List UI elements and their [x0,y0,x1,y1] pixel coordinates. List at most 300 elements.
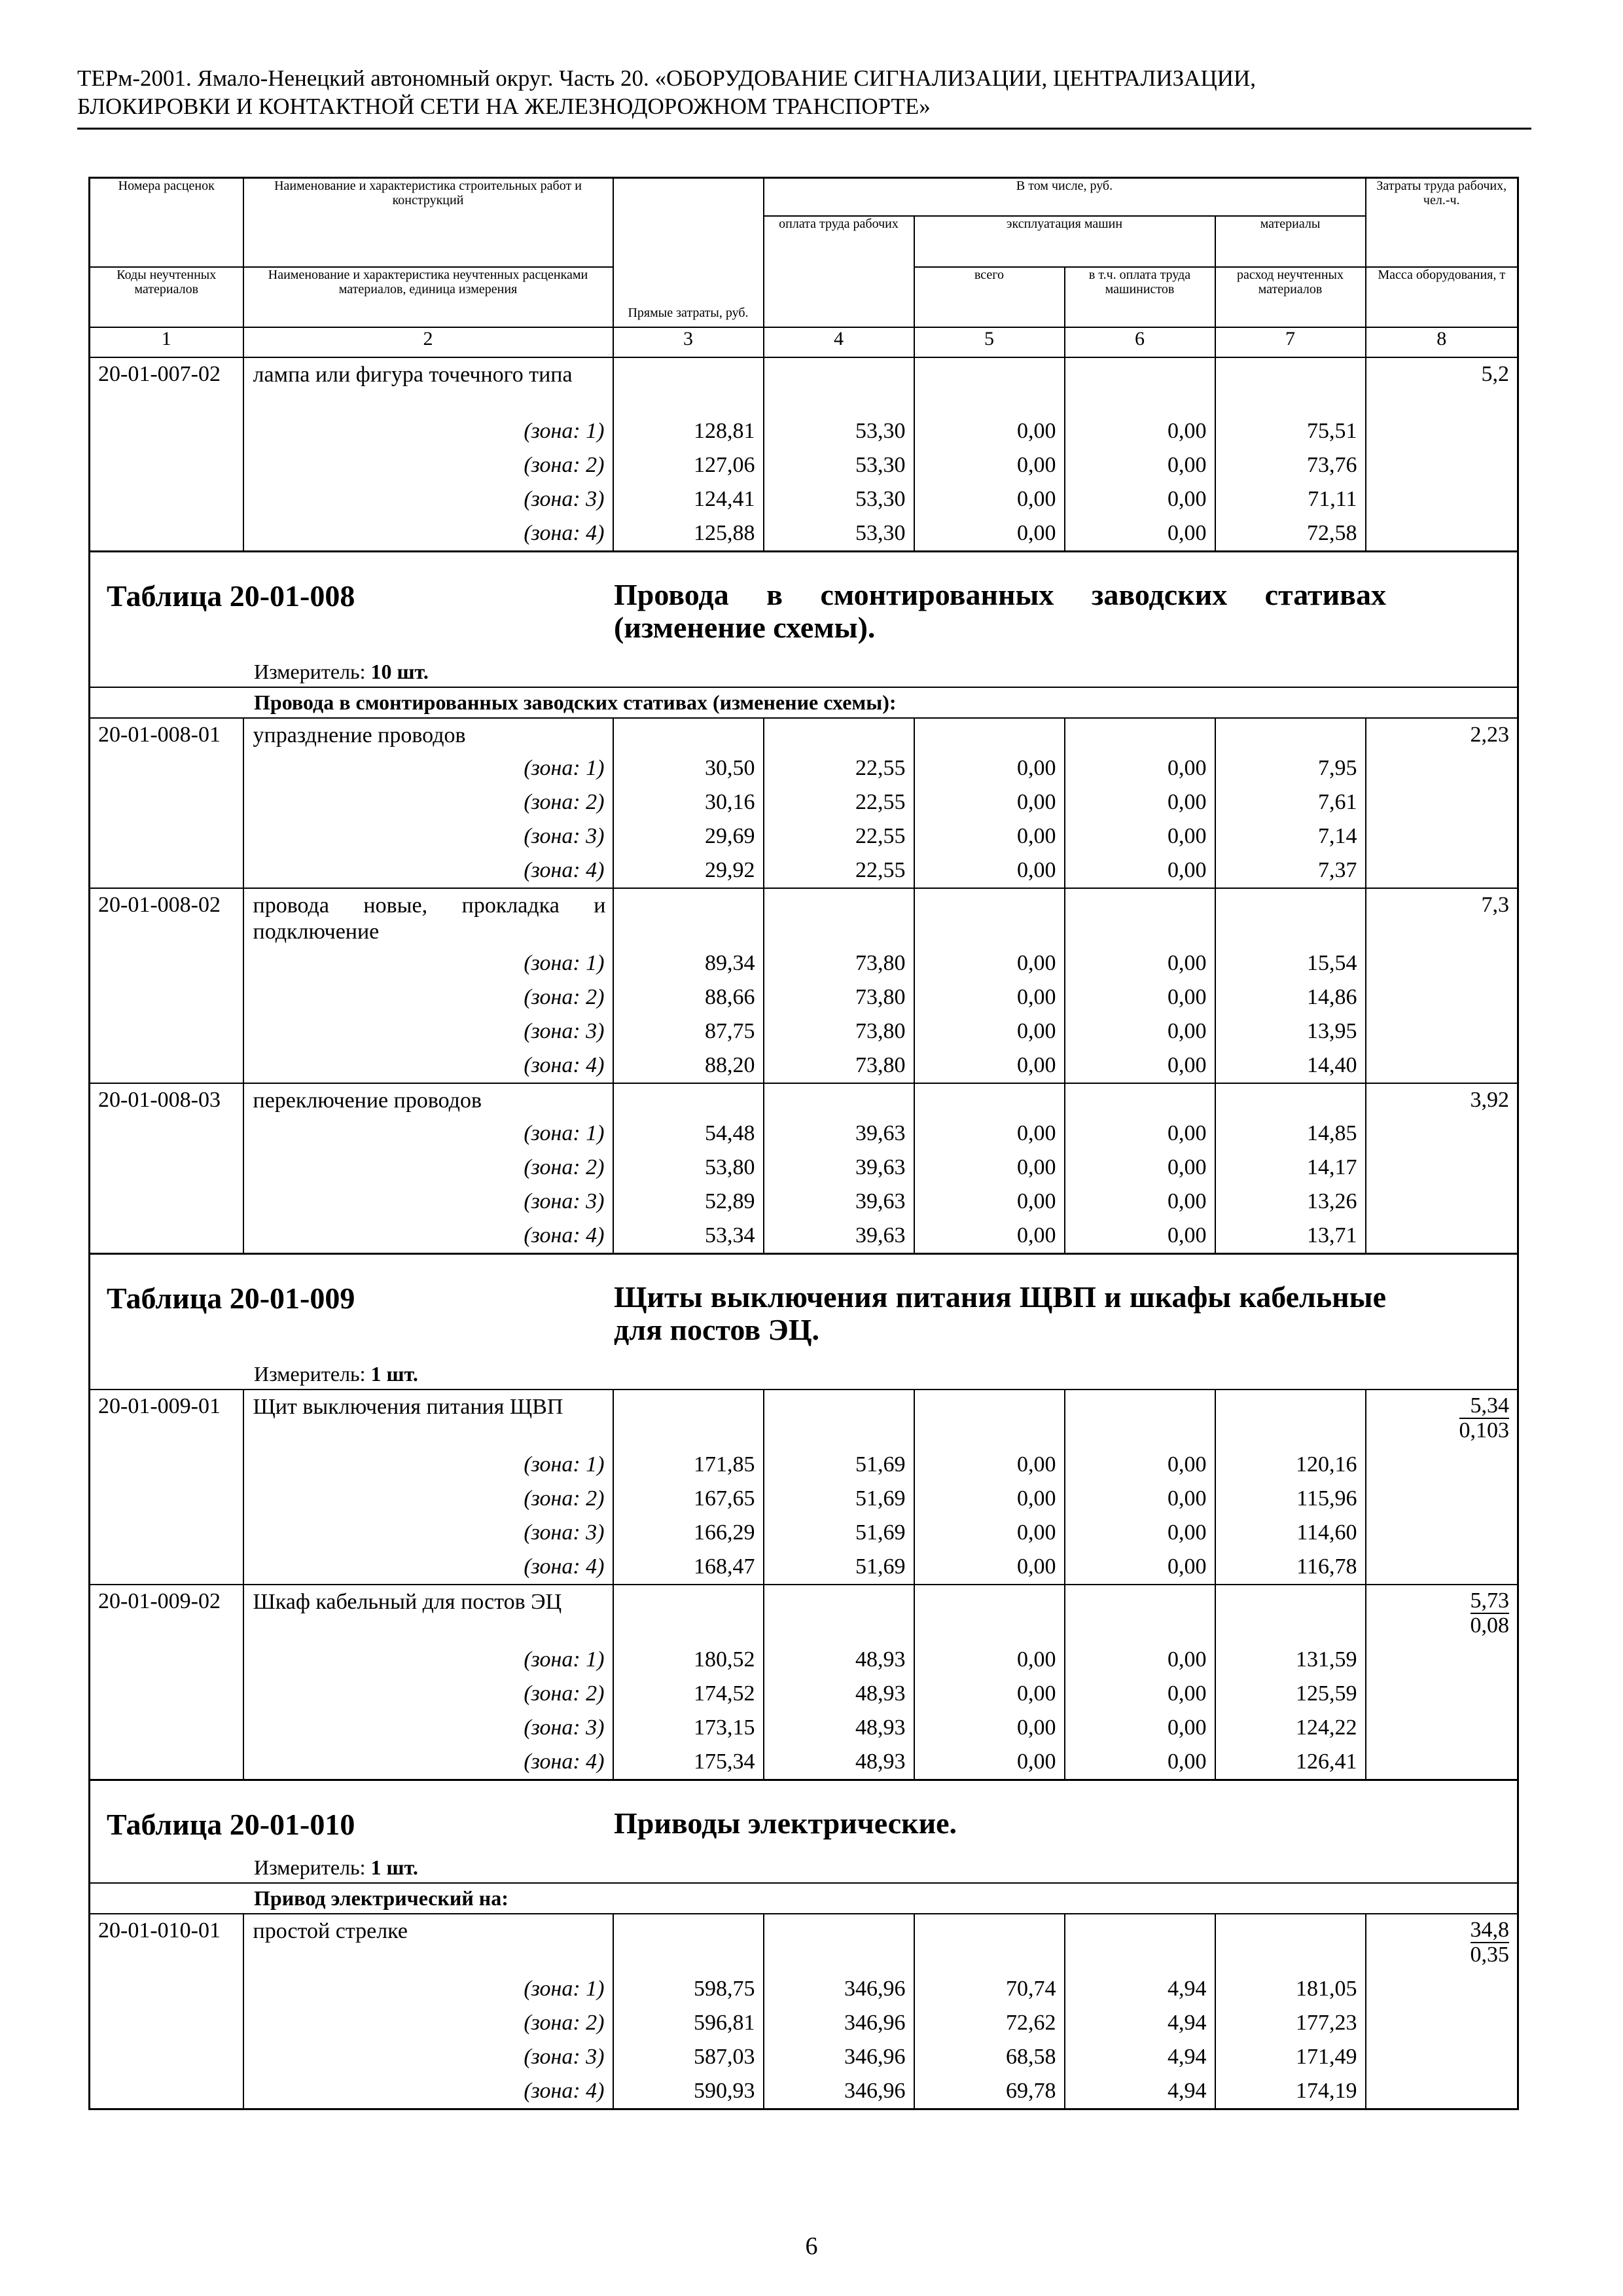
zone-row [90,1677,1518,1711]
table-title-cell [90,1780,1518,1883]
cost-value: 0,00 [1065,1014,1215,1049]
cost-value: 73,80 [764,946,914,980]
zone-label: (зона: 2) [243,2006,613,2040]
empty-cell [90,1448,243,1482]
zone-label: (зона: 4) [243,2074,613,2109]
zone-row [90,448,1518,482]
cost-value: 0,00 [914,482,1065,516]
cost-value: 173,15 [613,1711,764,1745]
cost-value: 116,78 [1215,1550,1366,1585]
cost-value: 175,34 [613,1745,764,1780]
empty-cell [90,1049,243,1083]
labor-cost [1366,1390,1518,1448]
empty-cell [1065,718,1215,751]
cost-value: 0,00 [914,1014,1065,1049]
cost-value: 4,94 [1065,2040,1215,2074]
cost-value: 0,00 [914,946,1065,980]
cost-value: 587,03 [613,2040,764,2074]
rate-code: 20-01-007-02 [90,357,243,414]
work-description: Шкаф кабельный для постов ЭЦ [243,1585,613,1643]
empty-cell [1065,1390,1215,1448]
empty-cell [1366,819,1518,853]
col3-header: Прямые затраты, руб. [613,178,764,327]
cost-value: 29,69 [613,819,764,853]
entry-row [90,1585,1518,1643]
zone-label: (зона: 4) [243,516,613,552]
empty-cell [1065,1083,1215,1117]
empty-cell [1215,718,1366,751]
cost-value: 0,00 [914,1482,1065,1516]
cost-value: 174,19 [1215,2074,1366,2109]
entry-row [90,357,1518,414]
cost-value: 598,75 [613,1972,764,2006]
cost-value: 39,63 [764,1219,914,1254]
zone-row [90,1014,1518,1049]
empty-cell [90,1117,243,1151]
measure-label: Измеритель: [254,1855,366,1879]
zone-row [90,1711,1518,1745]
col1-header-b: Коды неучтенных материалов [90,267,243,327]
header-line-1: ТЕРм-2001. Ямало-Ненецкий автономный округ. Часть 20. «ОБОРУДОВАНИЕ СИГНАЛИЗАЦИИ, ЦЕНТРАЛИЗАЦИИ, [77,65,1257,91]
work-description: лампа или фигура точечного типа [243,357,613,414]
zone-label: (зона: 3) [243,1711,613,1745]
cost-value: 0,00 [1065,819,1215,853]
col-num: 2 [243,327,613,357]
empty-cell [1215,1083,1366,1117]
cost-value: 13,26 [1215,1185,1366,1219]
cost-value: 4,94 [1065,2006,1215,2040]
measure-unit [254,660,429,684]
work-description: простой стрелке [243,1914,613,1972]
col-num: 4 [764,327,914,357]
empty-cell [1366,2040,1518,2074]
cost-value: 7,61 [1215,785,1366,819]
empty-cell [1065,357,1215,414]
col2-header-a: Наименование и характеристика строительных работ и конструкций [243,178,613,267]
cost-value: 0,00 [914,1711,1065,1745]
cost-value: 69,78 [914,2074,1065,2109]
col-num: 3 [613,327,764,357]
cost-value: 52,89 [613,1185,764,1219]
cost-value: 0,00 [1065,1117,1215,1151]
empty-cell [90,1482,243,1516]
zone-label: (зона: 2) [243,1482,613,1516]
empty-cell [90,751,243,785]
entry-row [90,1914,1518,1972]
empty-cell [764,357,914,414]
labor-cost [1366,1585,1518,1643]
table-title-cell [90,551,1518,687]
measure-label: Измеритель: [254,1361,366,1386]
cost-value: 0,00 [1065,448,1215,482]
entry-row [90,888,1518,946]
labor-mass-fraction [1459,1394,1510,1443]
cost-value: 126,41 [1215,1745,1366,1780]
cost-value: 54,48 [613,1117,764,1151]
cost-value: 4,94 [1065,2074,1215,2109]
cost-value: 68,58 [914,2040,1065,2074]
cost-value: 0,00 [914,853,1065,888]
work-description: упразднение проводов [243,718,613,751]
cost-value: 71,11 [1215,482,1366,516]
zone-label: (зона: 4) [243,853,613,888]
empty-cell [914,888,1065,946]
cost-value: 128,81 [613,414,764,448]
empty-cell [90,1516,243,1550]
page-number: 6 [805,2233,818,2260]
cost-value: 127,06 [613,448,764,482]
cost-value: 7,37 [1215,853,1366,888]
cost-value: 0,00 [1065,1550,1215,1585]
col8-header-a: Затраты труда рабочих, чел.-ч. [1366,178,1518,267]
table-title-cell [90,1253,1518,1390]
empty-cell [90,819,243,853]
cost-value: 0,00 [914,1745,1065,1780]
zone-label: (зона: 1) [243,414,613,448]
cost-value: 0,00 [1065,1516,1215,1550]
cost-value: 13,95 [1215,1014,1366,1049]
empty-cell [914,1390,1065,1448]
empty-cell [914,1914,1065,1972]
zone-label: (зона: 4) [243,1219,613,1254]
empty-cell [914,1585,1065,1643]
zone-row [90,482,1518,516]
empty-cell [1366,1117,1518,1151]
cost-value: 0,00 [1065,1643,1215,1677]
cost-value: 53,30 [764,448,914,482]
zone-label: (зона: 4) [243,1745,613,1780]
cost-value: 51,69 [764,1550,914,1585]
cost-value: 0,00 [1065,751,1215,785]
cost-value: 14,17 [1215,1151,1366,1185]
measure-value: 1 шт. [370,1361,418,1386]
rate-code: 20-01-009-01 [90,1390,243,1448]
empty-cell [1366,1677,1518,1711]
cost-value: 114,60 [1215,1516,1366,1550]
empty-cell [1366,414,1518,448]
empty-cell [90,946,243,980]
empty-cell [613,1390,764,1448]
cost-value: 0,00 [914,751,1065,785]
zone-row [90,1448,1518,1482]
cost-value: 174,52 [613,1677,764,1711]
measure-unit [254,1856,418,1880]
page-header [77,64,1531,120]
empty-cell [1366,2006,1518,2040]
empty-cell [1215,357,1366,414]
empty-cell [1366,448,1518,482]
cost-value: 88,20 [613,1049,764,1083]
empty-cell [613,1585,764,1643]
section-heading: Провода в смонтированных заводских стативах (изменение схемы): [90,687,1518,718]
zone-label: (зона: 2) [243,785,613,819]
entry-row [90,1390,1518,1448]
zone-row [90,819,1518,853]
col6-header: в т.ч. оплата труда машинистов [1065,267,1215,327]
cost-value: 0,00 [1065,1185,1215,1219]
zone-row [90,853,1518,888]
labor-mass-fraction [1471,1589,1510,1638]
labor-cost: 2,23 [1366,718,1518,751]
empty-cell [613,1914,764,1972]
cost-value: 0,00 [1065,853,1215,888]
empty-cell [90,1745,243,1780]
empty-cell [613,357,764,414]
cost-value: 0,00 [914,1185,1065,1219]
empty-cell [90,1219,243,1254]
cost-value: 0,00 [1065,1711,1215,1745]
rate-code: 20-01-008-03 [90,1083,243,1117]
empty-cell [1366,1972,1518,2006]
zone-row [90,1643,1518,1677]
header-rule [77,128,1531,130]
zone-label: (зона: 2) [243,1677,613,1711]
empty-cell [90,482,243,516]
col7-header: расход неучтенных материалов [1215,267,1366,327]
empty-cell [1366,980,1518,1014]
cost-value: 53,30 [764,482,914,516]
col-num: 6 [1065,327,1215,357]
empty-cell [914,1083,1065,1117]
cost-value: 0,00 [914,980,1065,1014]
rate-code: 20-01-010-01 [90,1914,243,1972]
empty-cell [764,1083,914,1117]
empty-cell [90,980,243,1014]
labor-cost [1366,1914,1518,1972]
cost-value: 131,59 [1215,1643,1366,1677]
empty-cell [1366,2074,1518,2109]
empty-cell [1366,1745,1518,1780]
empty-cell [1366,946,1518,980]
zone-row [90,1745,1518,1780]
zone-label: (зона: 3) [243,2040,613,2074]
empty-cell [1065,888,1215,946]
zone-row [90,2006,1518,2040]
empty-cell [1366,482,1518,516]
work-description: Щит выключения питания ЩВП [243,1390,613,1448]
cost-value: 4,94 [1065,1972,1215,2006]
empty-cell [1366,1516,1518,1550]
cost-value: 48,93 [764,1643,914,1677]
empty-cell [1366,1711,1518,1745]
zone-row [90,785,1518,819]
zone-row [90,1185,1518,1219]
cost-value: 72,58 [1215,516,1366,552]
mass-value: 0,103 [1459,1418,1509,1443]
labor-cost: 7,3 [1366,888,1518,946]
rate-code: 20-01-008-02 [90,888,243,946]
empty-cell [90,1151,243,1185]
cost-value: 346,96 [764,2040,914,2074]
empty-cell [1366,1643,1518,1677]
zone-row [90,1219,1518,1254]
col8-header-b: Масса оборудования, т [1366,267,1518,327]
zone-label: (зона: 1) [243,1643,613,1677]
empty-cell [764,1914,914,1972]
empty-cell [1366,1550,1518,1585]
price-table [88,177,1519,2110]
table-number: Таблица 20-01-010 [107,1807,355,1841]
cost-value: 29,92 [613,853,764,888]
cost-value: 73,76 [1215,448,1366,482]
empty-cell [1366,1185,1518,1219]
zone-row [90,980,1518,1014]
empty-cell [1065,1914,1215,1972]
zone-row [90,946,1518,980]
zone-label: (зона: 3) [243,482,613,516]
measure-unit [254,1362,418,1386]
cost-value: 22,55 [764,785,914,819]
empty-cell [613,1083,764,1117]
column-numbers-row [90,327,1518,357]
cost-value: 0,00 [914,1643,1065,1677]
empty-cell [1366,785,1518,819]
col-num: 8 [1366,327,1518,357]
cost-value: 7,95 [1215,751,1366,785]
zone-row [90,1151,1518,1185]
cost-value: 166,29 [613,1516,764,1550]
cost-value: 0,00 [1065,980,1215,1014]
section-row [90,1883,1518,1914]
empty-cell [90,2040,243,2074]
cost-value: 73,80 [764,1014,914,1049]
empty-cell [90,785,243,819]
measure-value: 10 шт. [370,659,429,683]
zone-row [90,1550,1518,1585]
cost-value: 48,93 [764,1711,914,1745]
cost-value: 0,00 [914,1151,1065,1185]
zone-label: (зона: 1) [243,946,613,980]
empty-cell [613,718,764,751]
cost-value: 53,34 [613,1219,764,1254]
cost-value: 30,16 [613,785,764,819]
cost-value: 0,00 [1065,1482,1215,1516]
zone-row [90,1117,1518,1151]
cost-value: 0,00 [914,1117,1065,1151]
labor-value: 34,8 [1470,1917,1509,1942]
cost-value: 124,41 [613,482,764,516]
empty-cell [914,718,1065,751]
zone-row [90,1972,1518,2006]
labor-cost: 5,2 [1366,357,1518,414]
table-name: Провода в смонтированных заводских стативах (изменение схемы). [614,577,1386,644]
rate-code: 20-01-008-01 [90,718,243,751]
labor-value: 5,73 [1470,1588,1509,1613]
cost-value: 39,63 [764,1117,914,1151]
col1-header-a: Номера расценок [90,178,243,267]
zone-label: (зона: 2) [243,1151,613,1185]
labor-cost: 3,92 [1366,1083,1518,1117]
empty-cell [914,357,1065,414]
labor-value: 5,34 [1459,1394,1510,1419]
cost-value: 22,55 [764,819,914,853]
zone-row [90,2040,1518,2074]
cost-value: 22,55 [764,751,914,785]
zone-row [90,1049,1518,1083]
table-title-row [90,1780,1518,1883]
zone-label: (зона: 4) [243,1550,613,1585]
zone-label: (зона: 4) [243,1049,613,1083]
included-header: В том числе, руб. [764,178,1366,216]
measure-value: 1 шт. [370,1855,418,1879]
empty-cell [90,1711,243,1745]
zone-label: (зона: 1) [243,1972,613,2006]
work-description: провода новые, прокладка и подключение [243,888,613,946]
cost-value: 0,00 [1065,482,1215,516]
cost-value: 0,00 [914,1550,1065,1585]
cost-value: 48,93 [764,1745,914,1780]
materials-header: материалы [1215,216,1366,267]
table-number: Таблица 20-01-008 [107,579,355,613]
labor-mass-fraction [1471,1918,1510,1967]
empty-cell [90,1014,243,1049]
empty-cell [764,1390,914,1448]
cost-value: 89,34 [613,946,764,980]
empty-cell [1215,1914,1366,1972]
empty-cell [1065,1585,1215,1643]
empty-cell [764,888,914,946]
empty-cell [1366,1482,1518,1516]
empty-cell [764,718,914,751]
zone-label: (зона: 3) [243,819,613,853]
work-description: переключение проводов [243,1083,613,1117]
empty-cell [1366,1219,1518,1254]
cost-value: 87,75 [613,1014,764,1049]
empty-cell [1366,1014,1518,1049]
cost-value: 0,00 [914,448,1065,482]
zone-label: (зона: 2) [243,980,613,1014]
cost-value: 22,55 [764,853,914,888]
measure-label: Измеритель: [254,659,366,683]
entry-row [90,718,1518,751]
cost-value: 0,00 [1065,1448,1215,1482]
cost-value: 48,93 [764,1677,914,1711]
cost-value: 346,96 [764,2074,914,2109]
cost-value: 53,30 [764,516,914,552]
cost-value: 346,96 [764,2006,914,2040]
cost-value: 0,00 [1065,785,1215,819]
table-name: Приводы электрические. [614,1806,957,1840]
cost-value: 30,50 [613,751,764,785]
zone-label: (зона: 2) [243,448,613,482]
zone-row [90,516,1518,552]
col5-header: всего [914,267,1065,327]
cost-value: 0,00 [1065,1745,1215,1780]
cost-value: 0,00 [1065,1049,1215,1083]
cost-value: 7,14 [1215,819,1366,853]
empty-cell [90,1643,243,1677]
cost-value: 15,54 [1215,946,1366,980]
cost-value: 115,96 [1215,1482,1366,1516]
cost-value: 73,80 [764,980,914,1014]
empty-cell [90,2074,243,2109]
cost-value: 14,86 [1215,980,1366,1014]
cost-value: 88,66 [613,980,764,1014]
zone-label: (зона: 3) [243,1185,613,1219]
empty-cell [1215,1585,1366,1643]
zone-label: (зона: 1) [243,751,613,785]
cost-value: 181,05 [1215,1972,1366,2006]
cost-value: 0,00 [914,414,1065,448]
cost-value: 39,63 [764,1185,914,1219]
cost-value: 346,96 [764,1972,914,2006]
section-row [90,687,1518,718]
empty-cell [90,1677,243,1711]
empty-cell [1215,1390,1366,1448]
cost-value: 14,40 [1215,1049,1366,1083]
col-num: 7 [1215,327,1366,357]
empty-cell [764,1585,914,1643]
